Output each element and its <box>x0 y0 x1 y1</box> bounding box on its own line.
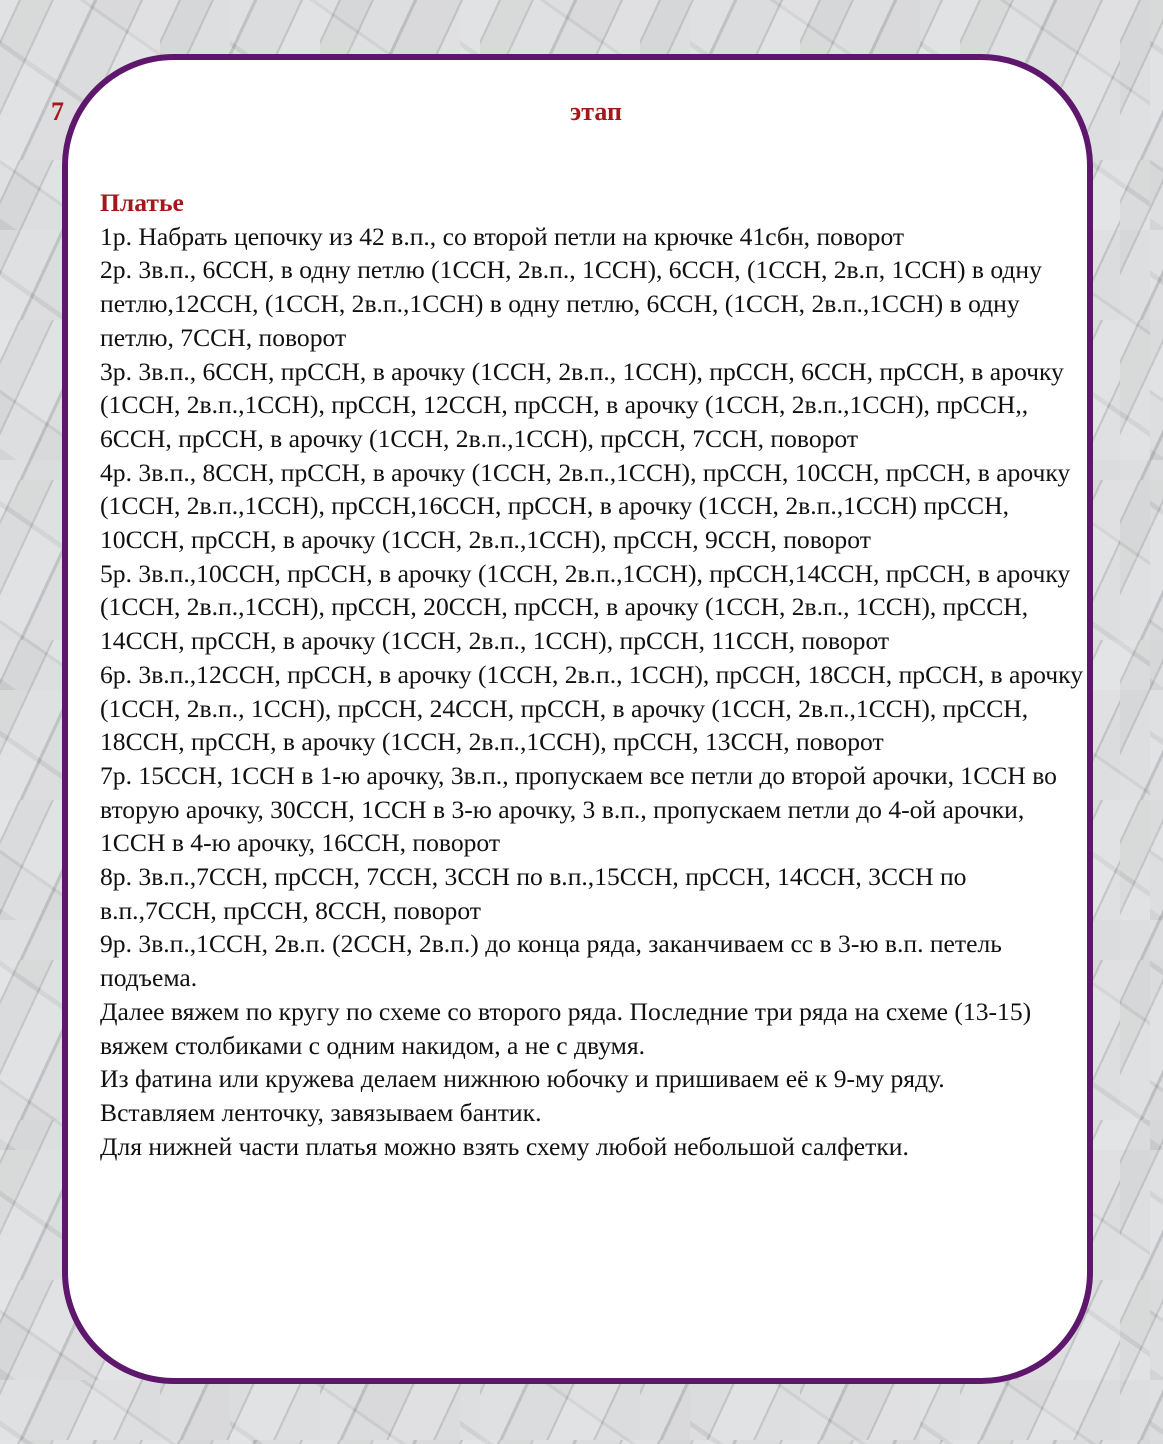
section-title: Платье <box>100 188 184 217</box>
row-3: 3р. 3в.п., 6ССН, прССН, в арочку (1ССН, 2в.п., 1ССН), прССН, 6ССН, прССН, в арочку (1ССН, 2в.п.,1ССН), прССН, 12ССН, прССН, в арочку (1ССН, 2в.п.,1ССН), прССН,, 6ССН, прССН, в арочку (1ССН, 2в.п.,1ССН), прССН, 7ССН, поворот <box>100 356 1064 453</box>
row-6: 6р. 3в.п.,12ССН, прССН, в арочку (1ССН, 2в.п., 1ССН), прССН, 18ССН, прССН, в арочку (1ССН, 2в.п., 1ССН), прССН, 24ССН, прССН, в арочку (1ССН, 2в.п.,1ССН), прССН, 18ССН, прССН, в арочку (1ССН, 2в.п.,1ССН), прССН, 13ССН, поворот <box>100 659 1084 757</box>
skirt-note: Для нижней части платья можно взять схему любой небольшой салфетки. <box>100 1131 909 1161</box>
stage-number: 7 <box>51 97 64 126</box>
stage-label: этап <box>570 97 622 126</box>
row-7: 7р. 15ССН, 1ССН в 1-ю арочку, 3в.п., пропускаем все петли до второй арочки, 1ССН во вторую арочку, 30ССН, 1ССН в 3-ю арочку, 3 в.п., пропускаем петли до 4-ой арочки, 1ССН в 4-ю арочку, 16ССН, поворот <box>100 760 1057 858</box>
row-5: 5р. 3в.п.,10ССН, прССН, в арочку (1ССН, 2в.п.,1ССН), прССН,14ССН, прССН, в арочку (1ССН, 2в.п.,1ССН), прССН, 20ССН, прССН, в арочку (1ССН, 2в.п., 1ССН), прССН, 14ССН, прССН, в арочку (1ССН, 2в.п., 1ССН), прССН, 11ССН, поворот <box>100 558 1071 656</box>
row-1: 1р. Набрать цепочку из 42 в.п., со второй петли на крючке 41сбн, поворот <box>100 221 905 251</box>
ribbon-instruction: Вставляем ленточку, завязываем бантик. <box>100 1097 542 1127</box>
underskirt-instruction: Из фатина или кружева делаем нижнюю юбочку и пришиваем её к 9-му ряду. <box>100 1064 945 1094</box>
row-9: 9р. 3в.п.,1ССН, 2в.п. (2ССН, 2в.п.) до конца ряда, заканчиваем сс в 3-ю в.п. петель подъема. <box>100 929 1002 993</box>
row-2: 2р. 3в.п., 6ССН, в одну петлю (1ССН, 2в.п., 1ССН), 6ССН, (1ССН, 2в.п, 1ССН) в одну петлю,12ССН, (1ССН, 2в.п.,1ССН) в одну петлю, 6ССН, (1ССН, 2в.п.,1ССН) в одну петлю, 7ССН, поворот <box>100 255 1042 352</box>
continue-instruction: Далее вяжем по кругу по схеме со второго ряда. Последние три ряда на схеме (13-15) вяжем столбиками с одним накидом, а не с двумя. <box>100 996 1032 1060</box>
row-4: 4р. 3в.п., 8ССН, прССН, в арочку (1ССН, 2в.п.,1ССН), прССН, 10ССН, прССН, в арочку (1ССН, 2в.п.,1ССН), прССН,16ССН, прССН, в арочку (1ССН, 2в.п.,1ССН) прССН, 10ССН, прССН, в арочку (1ССН, 2в.п.,1ССН), прССН, 9ССН, поворот <box>100 457 1071 555</box>
row-8: 8р. 3в.п.,7ССН, прССН, 7ССН, 3ССН по в.п.,15ССН, прССН, 14ССН, 3ССН по в.п.,7ССН, прССН, 8ССН, поворот <box>100 862 967 925</box>
pattern-text <box>100 186 1085 1163</box>
